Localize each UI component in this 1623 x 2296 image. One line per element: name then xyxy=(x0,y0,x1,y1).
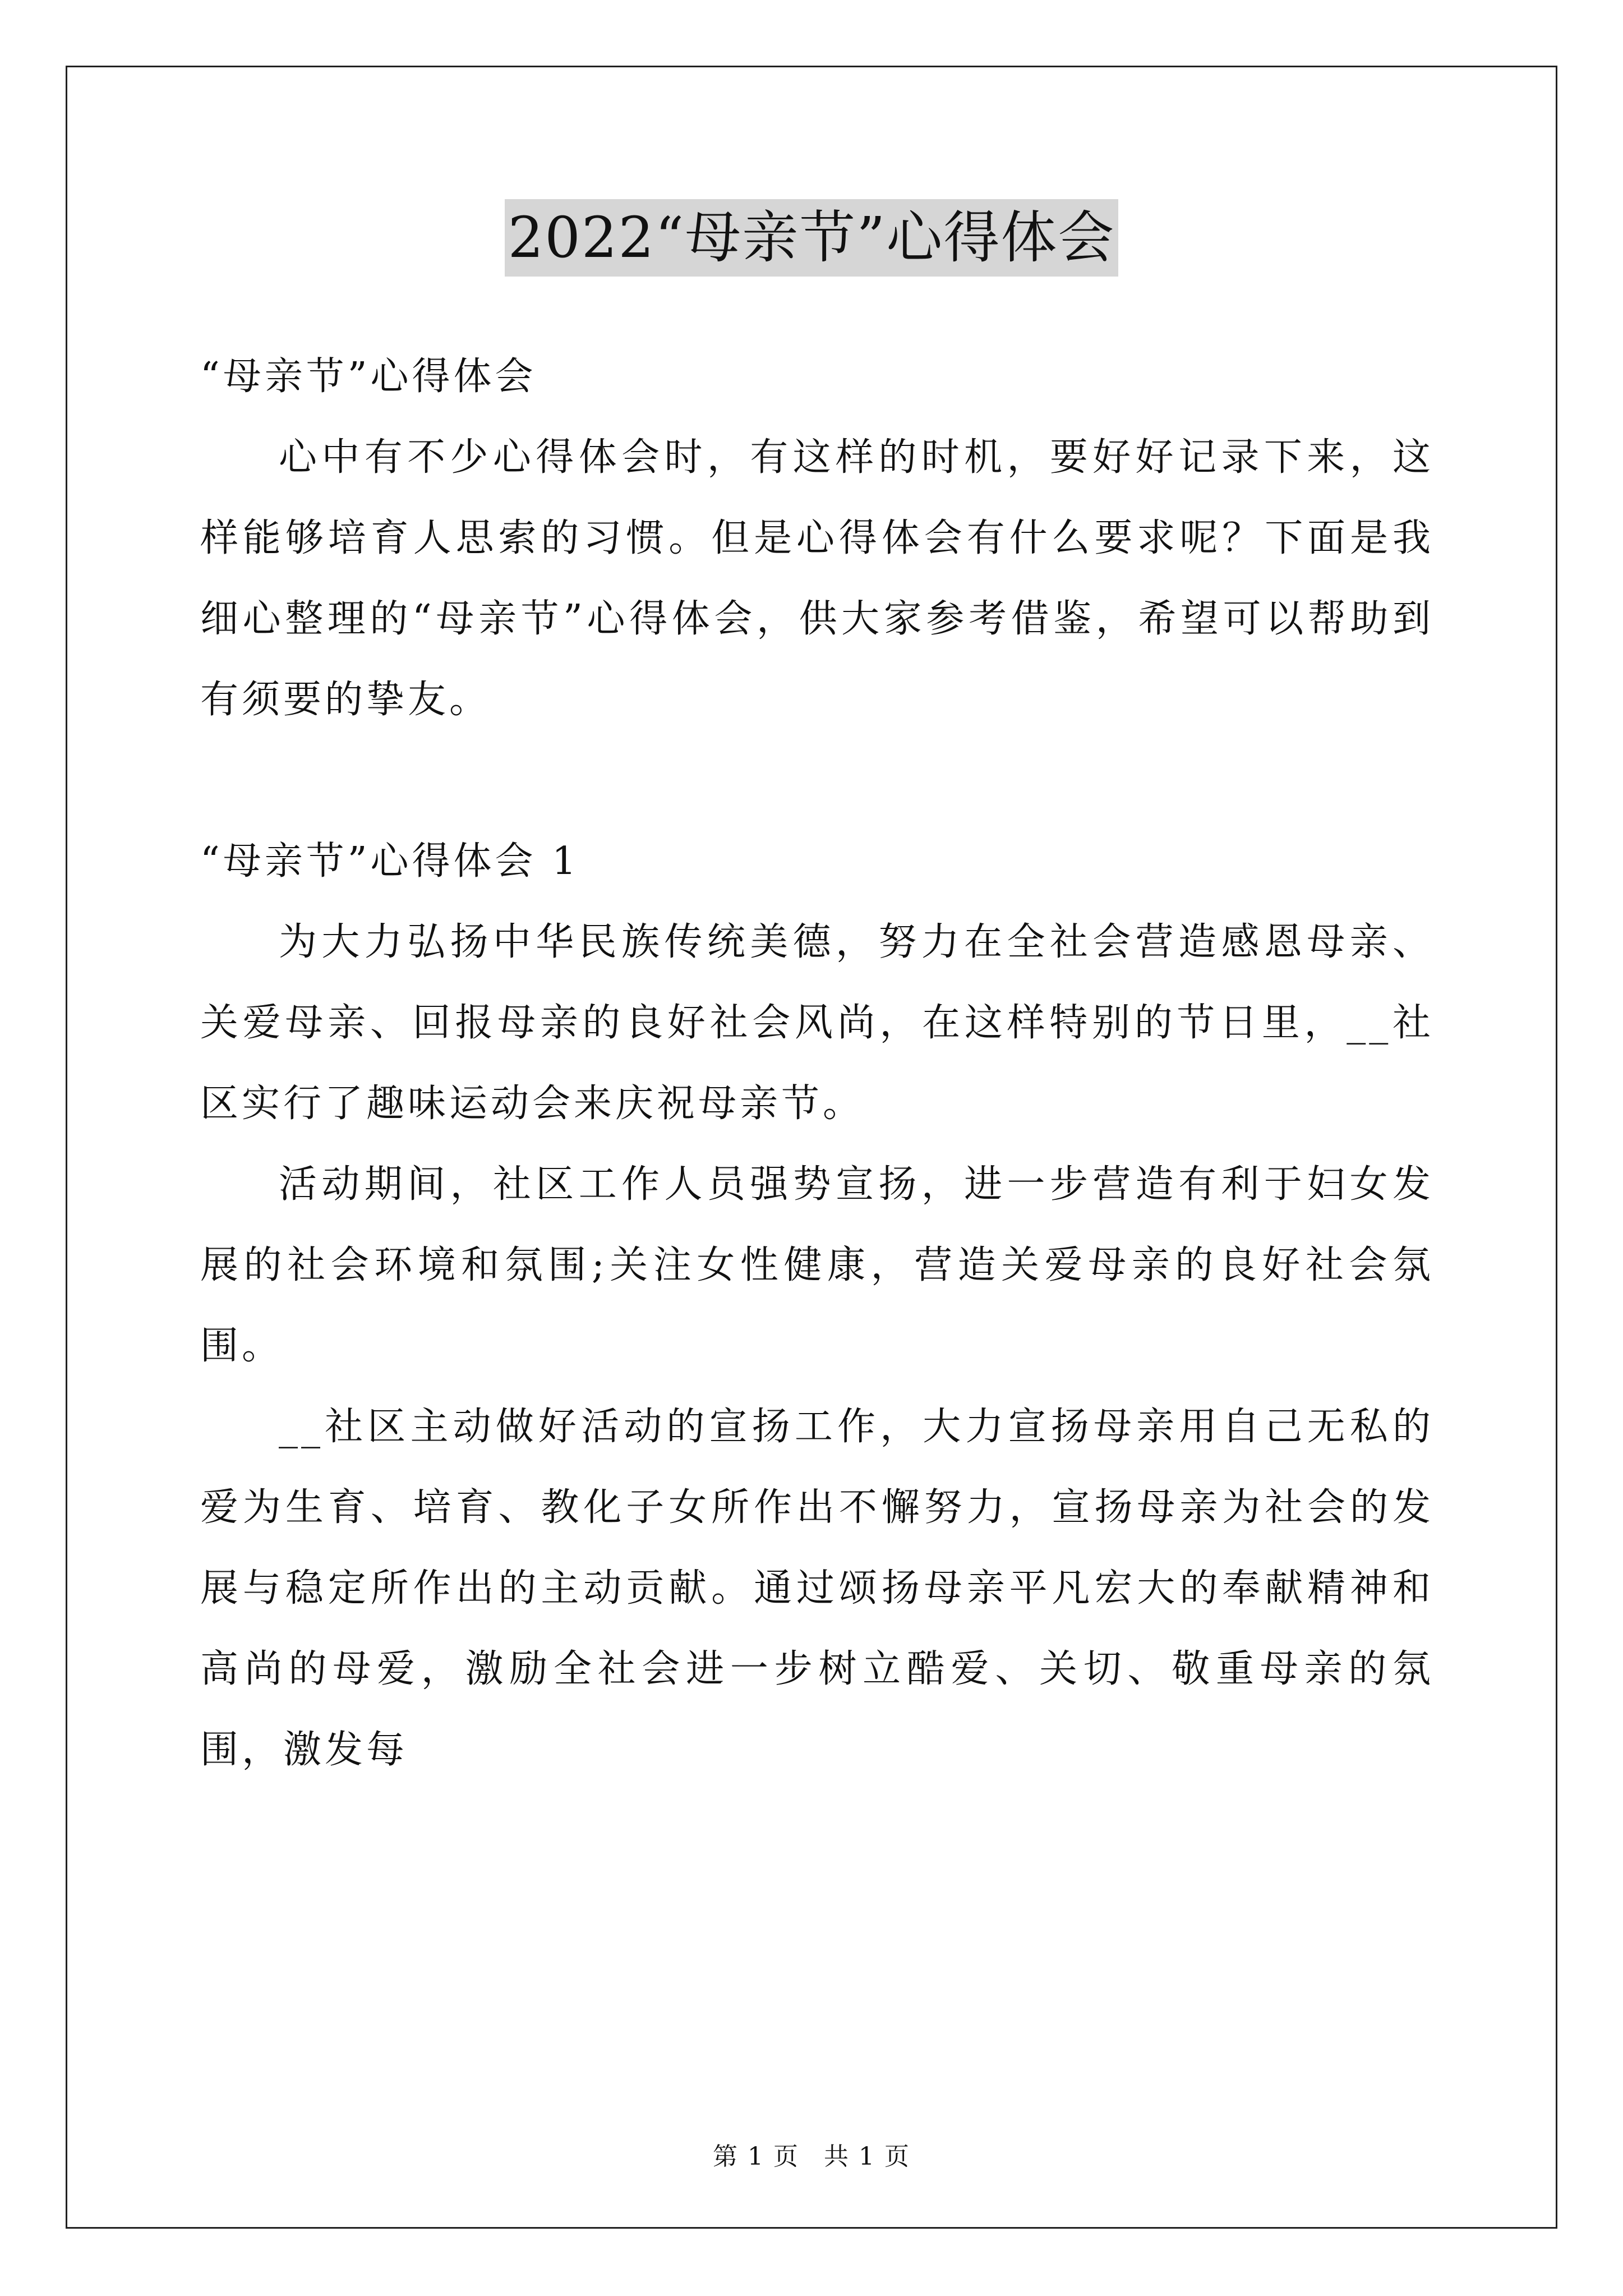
document-title: 2022“母亲节”心得体会 xyxy=(505,199,1119,277)
section-heading: “母亲节”心得体会 1 xyxy=(200,839,580,884)
body-paragraph: 为大力弘扬中华民族传统美德，努力在全社会营造感恩母亲、关爱母亲、回报母亲的良好社会风尚，在这样特别的节日里，__社区实行了趣味运动会来庆祝母亲节。 xyxy=(200,920,1434,1126)
page-footer xyxy=(0,2136,1623,2172)
page-total: 共 1 页 xyxy=(824,2142,910,2171)
page-number: 第 1 页 xyxy=(713,2142,799,2171)
document-body xyxy=(200,337,1434,1791)
body-paragraph: __社区主动做好活动的宣扬工作，大力宣扬母亲用自己无私的爱为生育、培育、教化子女所作出不懈努力，宣扬母亲为社会的发展与稳定所作出的主动贡献。通过颂扬母亲平凡宏大的奉献精神和高尚的母爱，激励全社会进一步树立酷爱、关切、敬重母亲的氛围，激发每 xyxy=(200,1405,1434,1772)
body-paragraph: 活动期间，社区工作人员强势宣扬，进一步营造有利于妇女发展的社会环境和氛围;关注女性健康，营造关爱母亲的良好社会氛围。 xyxy=(200,1162,1434,1368)
title-container xyxy=(0,199,1623,277)
intro-paragraph: 心中有不少心得体会时，有这样的时机，要好好记录下来，这样能够培育人思索的习惯。但是心得体会有什么要求呢？下面是我细心整理的“母亲节”心得体会，供大家参考借鉴，希望可以帮助到有须要的挚友。 xyxy=(200,435,1434,722)
section-spacer xyxy=(200,740,1434,821)
subtitle: “母亲节”心得体会 xyxy=(200,355,537,399)
